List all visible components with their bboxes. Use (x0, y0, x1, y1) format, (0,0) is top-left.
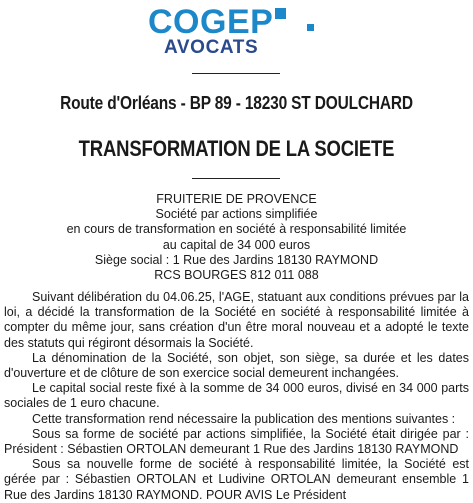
divider-middle (192, 178, 280, 179)
company-name: FRUITERIE DE PROVENCE (156, 192, 317, 206)
body-paragraph: Sous sa forme de société par actions simplifiée, la Société était dirigée par : Président : Sébastien ORTOLAN demeurant 1 Rue des Jardins 18130 RAYMOND (4, 426, 469, 457)
company-capital: au capital de 34 000 euros (162, 237, 311, 252)
logo-wordmark (148, 4, 286, 40)
body-paragraph: Sous sa nouvelle forme de société à responsabilité limitée, la Société est gérée par : Sébastien ORTOLAN et Ludivine ORTOLAN demeurant ensemble 1 Rue des Jardins 18130 RAYMOND. POUR AVIS Le Président (4, 457, 469, 502)
logo-small-square-icon (307, 24, 314, 31)
body-paragraph: La dénomination de la Société, son objet, son siège, sa durée et les dates d'ouverture et de clôture de son exercice social demeurent inchangées. (4, 350, 469, 381)
company-transformation-status: en cours de transformation en société à responsabilité limitée (66, 222, 407, 237)
logo-brand-text: COGEP (148, 3, 274, 41)
logo-subtitle: AVOCATS (164, 37, 259, 58)
divider-top (192, 73, 280, 74)
notice-heading: TRANSFORMATION DE LA SOCIETE (78, 136, 395, 161)
notice-body (4, 290, 469, 503)
logo-square-icon (275, 8, 286, 19)
company-details (0, 192, 473, 283)
company-registered-office: Siège social : 1 Rue des Jardins 18130 RAYMOND (94, 252, 379, 267)
body-paragraph: Le capital social reste fixé à la somme de 34 000 euros, divisé en 34 000 parts sociales de 1 euro chacune. (4, 381, 469, 411)
body-paragraph: Suivant délibération du 04.06.25, l'AGE, statuant aux conditions prévues par la loi, a décidé la transformation de la Société en société à responsabilité limitée à compter du même jour, sans création d'un être moral nouveau et a adopté le texte des statuts qui régiront désormais la Société. (4, 290, 469, 350)
firm-address: Route d'Orléans - BP 89 - 18230 ST DOULCHARD (60, 93, 413, 113)
cogep-logo (0, 4, 473, 62)
company-form: Société par actions simplifiée (155, 207, 318, 222)
company-rcs: RCS BOURGES 812 011 088 (154, 268, 319, 283)
body-paragraph: Cette transformation rend nécessaire la publication des mentions suivantes : (32, 411, 456, 426)
